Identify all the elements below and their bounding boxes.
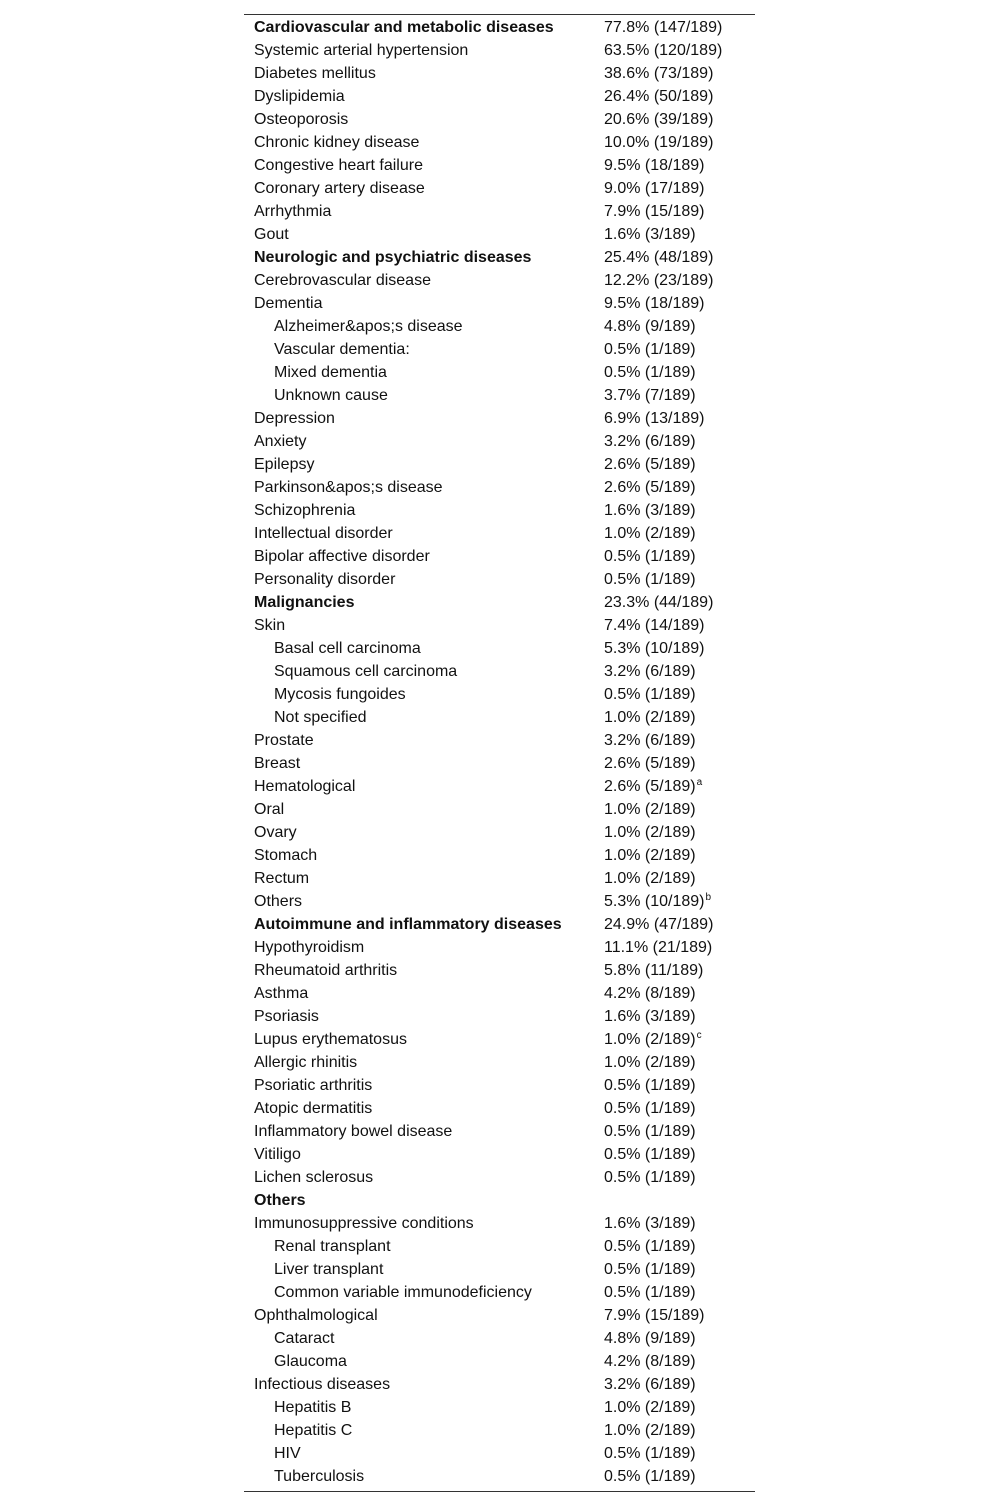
subitem-row [244,1235,755,1258]
condition-label: Liver transplant [274,1261,384,1278]
condition-label: Congestive heart failure [254,157,423,174]
prevalence-value [604,1419,696,1442]
prevalence-text: 0.5% (1/189) [604,548,696,565]
category-label: Neurologic and psychiatric diseases [254,249,532,266]
condition-label: Allergic rhinitis [254,1054,358,1071]
condition-label: Immunosuppressive conditions [254,1215,474,1232]
prevalence-value [604,568,696,591]
table-row [244,1304,755,1327]
subitem-row [244,706,755,729]
condition-label: Lichen sclerosus [254,1169,374,1186]
prevalence-text: 25.4% (48/189) [604,249,714,266]
condition-label: Skin [254,617,286,634]
condition-label: Schizophrenia [254,502,356,519]
table-row [244,1143,755,1166]
condition-label: Breast [254,755,301,772]
table-row [244,62,755,85]
prevalence-text: 2.6% (5/189) [604,778,696,795]
prevalence-value [604,591,713,614]
prevalence-value [604,1028,702,1051]
condition-label: Basal cell carcinoma [274,640,421,657]
prevalence-value [604,85,713,108]
prevalence-text: 4.2% (8/189) [604,1353,696,1370]
table-row [244,568,755,591]
prevalence-value [604,614,705,637]
condition-label: Diabetes mellitus [254,65,376,82]
table-row [244,108,755,131]
prevalence-text: 1.0% (2/189) [604,870,696,887]
table-row [244,545,755,568]
prevalence-value [604,913,713,936]
comorbidity-table [244,14,755,1492]
condition-label: Stomach [254,847,318,864]
prevalence-value [604,545,696,568]
prevalence-value [604,936,712,959]
prevalence-value [604,246,713,269]
prevalence-text: 9.5% (18/189) [604,295,705,312]
table-row [244,177,755,200]
table-row [244,1212,755,1235]
table-row [244,752,755,775]
prevalence-value [604,131,713,154]
subitem-row [244,384,755,407]
prevalence-value [604,775,702,798]
table-row [244,407,755,430]
subitem-row [244,1258,755,1281]
condition-label: Vitiligo [254,1146,301,1163]
condition-label: Others [254,893,303,910]
prevalence-text: 11.1% (21/189) [604,939,713,956]
prevalence-text: 7.4% (14/189) [604,617,705,634]
condition-label: Glaucoma [274,1353,347,1370]
condition-label: Anxiety [254,433,307,450]
condition-label: Psoriasis [254,1008,319,1025]
condition-label: Ovary [254,824,297,841]
prevalence-text: 1.6% (3/189) [604,226,696,243]
prevalence-value [604,729,696,752]
table-row [244,1051,755,1074]
table-row [244,729,755,752]
prevalence-value [604,890,711,913]
prevalence-text: 1.0% (2/189) [604,525,696,542]
prevalence-text: 3.2% (6/189) [604,433,696,450]
prevalence-text: 0.5% (1/189) [604,1261,696,1278]
condition-label: Hematological [254,778,356,795]
prevalence-value [604,223,696,246]
condition-label: Rectum [254,870,310,887]
category-label: Others [254,1192,306,1209]
prevalence-value [604,315,696,338]
table-row [244,1120,755,1143]
prevalence-value [604,62,713,85]
prevalence-value [604,1097,696,1120]
prevalence-text: 1.6% (3/189) [604,1008,696,1025]
prevalence-value [604,1005,696,1028]
prevalence-text: 1.0% (2/189) [604,1422,696,1439]
prevalence-text: 23.3% (44/189) [604,594,714,611]
subitem-row [244,1465,755,1488]
prevalence-value [604,1235,696,1258]
prevalence-text: 0.5% (1/189) [604,1169,696,1186]
prevalence-text: 0.5% (1/189) [604,1100,696,1117]
prevalence-value [604,177,705,200]
prevalence-value [604,384,696,407]
condition-label: Renal transplant [274,1238,391,1255]
prevalence-value [604,1281,696,1304]
prevalence-text: 10.0% (19/189) [604,134,714,151]
prevalence-value [604,683,696,706]
prevalence-value [604,1051,696,1074]
prevalence-text: 0.5% (1/189) [604,1284,696,1301]
subitem-row [244,1281,755,1304]
subitem-row [244,1419,755,1442]
condition-label: Alzheimer&apos;s disease [274,318,463,335]
prevalence-value [604,1074,696,1097]
prevalence-text: 0.5% (1/189) [604,364,696,381]
condition-label: Epilepsy [254,456,315,473]
table-row [244,453,755,476]
prevalence-text: 77.8% (147/189) [604,19,723,36]
condition-label: Dyslipidemia [254,88,345,105]
prevalence-text: 3.7% (7/189) [604,387,696,404]
condition-label: Osteoporosis [254,111,349,128]
prevalence-value [604,1350,696,1373]
prevalence-text: 2.6% (5/189) [604,456,696,473]
category-row [244,16,755,39]
condition-label: Asthma [254,985,309,1002]
prevalence-text: 0.5% (1/189) [604,686,696,703]
prevalence-text: 0.5% (1/189) [604,341,696,358]
table-row [244,131,755,154]
table-row [244,959,755,982]
condition-label: Dementia [254,295,323,312]
subitem-row [244,1442,755,1465]
condition-label: Mixed dementia [274,364,387,381]
prevalence-value [604,39,722,62]
prevalence-text: 0.5% (1/189) [604,1238,696,1255]
prevalence-text: 4.2% (8/189) [604,985,696,1002]
condition-label: Mycosis fungoides [274,686,406,703]
prevalence-text: 26.4% (50/189) [604,88,714,105]
prevalence-text: 9.0% (17/189) [604,180,705,197]
prevalence-text: 4.8% (9/189) [604,318,696,335]
prevalence-value [604,1212,696,1235]
prevalence-text: 6.9% (13/189) [604,410,705,427]
table-row [244,430,755,453]
prevalence-text: 20.6% (39/189) [604,111,714,128]
prevalence-value [604,959,703,982]
prevalence-text: 2.6% (5/189) [604,479,696,496]
subitem-row [244,637,755,660]
prevalence-text: 5.8% (11/189) [604,962,704,979]
prevalence-text: 5.3% (10/189) [604,640,705,657]
prevalence-value [604,844,696,867]
prevalence-value [604,1396,696,1419]
subitem-row [244,361,755,384]
table-row [244,292,755,315]
condition-label: Parkinson&apos;s disease [254,479,443,496]
prevalence-text: 63.5% (120/189) [604,42,723,59]
prevalence-value [604,16,722,39]
table-row [244,1028,755,1051]
prevalence-text: 3.2% (6/189) [604,663,696,680]
subitem-row [244,660,755,683]
table-row [244,775,755,798]
prevalence-text: 24.9% (47/189) [604,916,714,933]
table-row [244,522,755,545]
footnote-marker: b [705,892,712,903]
table-row [244,614,755,637]
prevalence-value [604,821,696,844]
prevalence-text: 0.5% (1/189) [604,1123,696,1140]
prevalence-text: 0.5% (1/189) [604,1468,696,1485]
condition-label: Inflammatory bowel disease [254,1123,453,1140]
prevalence-text: 5.3% (10/189) [604,893,705,910]
prevalence-value [604,453,696,476]
table-row [244,85,755,108]
prevalence-value [604,430,696,453]
condition-label: Unknown cause [274,387,388,404]
subitem-row [244,1396,755,1419]
prevalence-text: 4.8% (9/189) [604,1330,696,1347]
condition-label: Oral [254,801,285,818]
category-row [244,246,755,269]
table-row [244,499,755,522]
prevalence-value [604,476,696,499]
prevalence-value [604,867,696,890]
category-label: Autoimmune and inflammatory diseases [254,916,562,933]
condition-label: Vascular dementia: [274,341,410,358]
prevalence-value [604,1143,696,1166]
prevalence-text: 7.9% (15/189) [604,1307,705,1324]
prevalence-text: 1.0% (2/189) [604,1054,696,1071]
condition-label: Rheumatoid arthritis [254,962,398,979]
condition-label: Lupus erythematosus [254,1031,407,1048]
prevalence-value [604,752,696,775]
prevalence-text: 3.2% (6/189) [604,1376,696,1393]
condition-label: Hypothyroidism [254,939,365,956]
table-row [244,1074,755,1097]
condition-label: Chronic kidney disease [254,134,420,151]
prevalence-text: 1.0% (2/189) [604,1399,696,1416]
prevalence-value [604,407,705,430]
condition-label: Tuberculosis [274,1468,365,1485]
prevalence-value [604,522,696,545]
prevalence-value [604,1373,696,1396]
condition-label: Coronary artery disease [254,180,425,197]
prevalence-text: 1.6% (3/189) [604,502,696,519]
condition-label: HIV [274,1445,301,1462]
prevalence-value [604,1304,705,1327]
table-row [244,1166,755,1189]
prevalence-value [604,1327,696,1350]
condition-label: Bipolar affective disorder [254,548,430,565]
prevalence-text: 7.9% (15/189) [604,203,705,220]
category-label: Cardiovascular and metabolic diseases [254,19,554,36]
prevalence-text: 2.6% (5/189) [604,755,696,772]
prevalence-value [604,269,713,292]
condition-label: Personality disorder [254,571,396,588]
prevalence-value [604,1258,696,1281]
subitem-row [244,683,755,706]
condition-label: Intellectual disorder [254,525,393,542]
category-row [244,591,755,614]
condition-label: Prostate [254,732,314,749]
prevalence-text: 1.0% (2/189) [604,801,696,818]
prevalence-value [604,108,713,131]
condition-label: Hepatitis C [274,1422,353,1439]
prevalence-value [604,154,705,177]
category-label: Malignancies [254,594,355,611]
condition-label: Hepatitis B [274,1399,352,1416]
prevalence-value [604,1120,696,1143]
footnote-marker: a [696,777,703,788]
table-row [244,1097,755,1120]
subitem-row [244,1327,755,1350]
condition-label: Common variable immunodeficiency [274,1284,532,1301]
prevalence-value [604,637,705,660]
prevalence-text: 0.5% (1/189) [604,1146,696,1163]
table-row [244,867,755,890]
condition-label: Ophthalmological [254,1307,378,1324]
table-row [244,223,755,246]
table-row [244,798,755,821]
subitem-row [244,338,755,361]
prevalence-text: 1.0% (2/189) [604,847,696,864]
condition-label: Squamous cell carcinoma [274,663,458,680]
prevalence-text: 3.2% (6/189) [604,732,696,749]
prevalence-text: 9.5% (18/189) [604,157,705,174]
category-row [244,913,755,936]
prevalence-value [604,499,696,522]
prevalence-value [604,706,696,729]
subitem-row [244,315,755,338]
prevalence-value [604,982,696,1005]
condition-label: Atopic dermatitis [254,1100,373,1117]
condition-label: Cataract [274,1330,335,1347]
prevalence-text: 1.0% (2/189) [604,824,696,841]
table-row [244,269,755,292]
condition-label: Cerebrovascular disease [254,272,431,289]
prevalence-value [604,660,696,683]
condition-label: Depression [254,410,335,427]
prevalence-text: 1.0% (2/189) [604,709,696,726]
table-row [244,1373,755,1396]
condition-label: Psoriatic arthritis [254,1077,373,1094]
prevalence-value [604,292,705,315]
prevalence-value [604,1442,696,1465]
table-row [244,844,755,867]
prevalence-text: 0.5% (1/189) [604,1077,696,1094]
condition-label: Not specified [274,709,367,726]
prevalence-value [604,338,696,361]
prevalence-value [604,1166,696,1189]
prevalence-value [604,200,705,223]
table-row [244,39,755,62]
footnote-marker: c [696,1030,702,1041]
condition-label: Systemic arterial hypertension [254,42,469,59]
prevalence-value [604,798,696,821]
condition-label: Arrhythmia [254,203,332,220]
prevalence-text: 0.5% (1/189) [604,571,696,588]
table-row [244,936,755,959]
subitem-row [244,1350,755,1373]
prevalence-text: 12.2% (23/189) [604,272,714,289]
table-row [244,154,755,177]
prevalence-text: 1.6% (3/189) [604,1215,696,1232]
prevalence-value [604,361,696,384]
condition-label: Infectious diseases [254,1376,391,1393]
prevalence-text: 38.6% (73/189) [604,65,714,82]
prevalence-value [604,1465,696,1488]
prevalence-text: 0.5% (1/189) [604,1445,696,1462]
table-row [244,200,755,223]
table-row [244,890,755,913]
table-row [244,1005,755,1028]
category-row [244,1189,755,1212]
prevalence-text: 1.0% (2/189) [604,1031,696,1048]
table-row [244,982,755,1005]
table-row [244,821,755,844]
table-row [244,476,755,499]
condition-label: Gout [254,226,289,243]
